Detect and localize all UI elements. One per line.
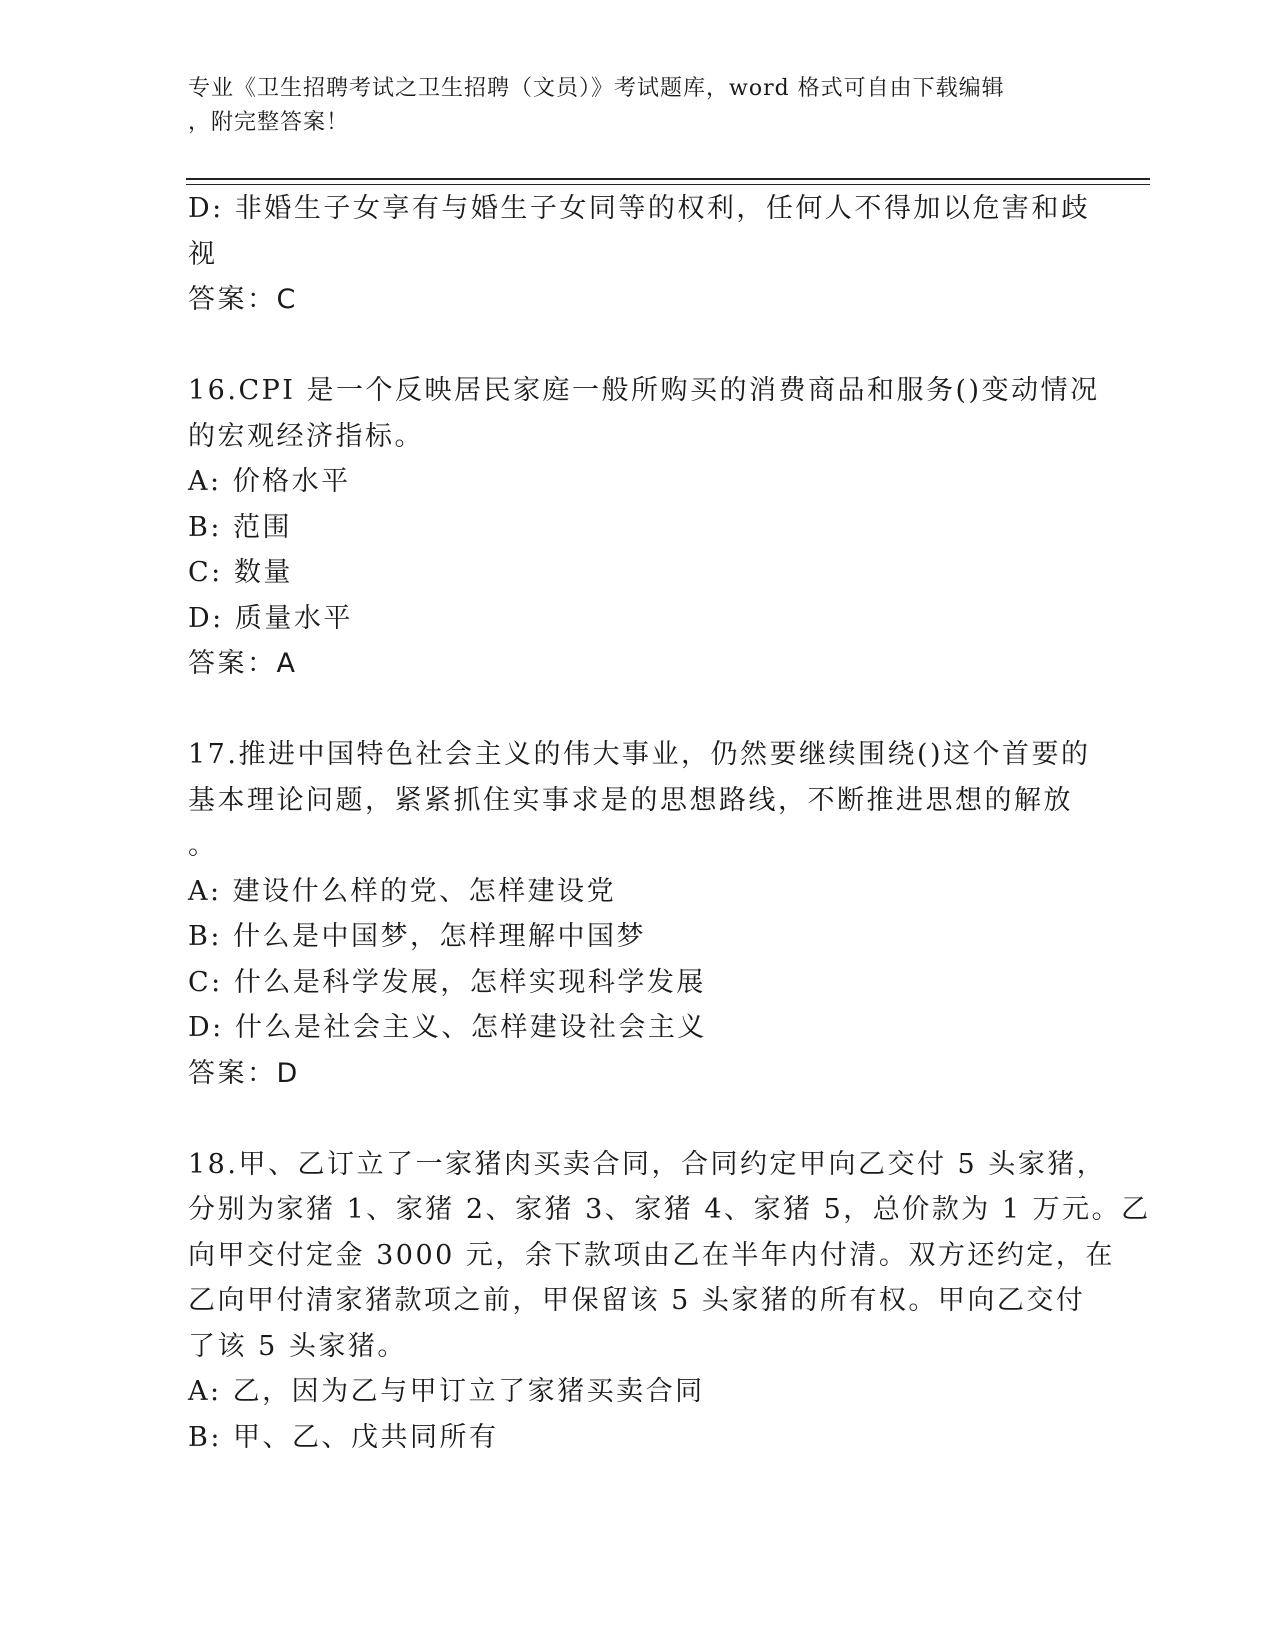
- question-18-stem-line-2: 分别为家猪 1、家猪 2、家猪 3、家猪 4、家猪 5，总价款为 1 万元。乙: [188, 1194, 1151, 1225]
- header-title-line-1: 专业《卫生招聘考试之卫生招聘（文员）》考试题库，word 格式可自由下载编辑: [188, 76, 1005, 101]
- question-17-option-b: B: 什么是中国梦，怎样理解中国梦: [188, 921, 647, 952]
- header-title-line-2: ，附完整答案！: [188, 110, 350, 135]
- question-18-stem-line-1: 18.甲、乙订立了一家猪肉买卖合同，合同约定甲向乙交付 5 头家猪，: [188, 1148, 1107, 1180]
- question-16-option-d: D: 质量水平: [188, 602, 353, 634]
- question-18-option-b: B: 甲、乙、戊共同所有: [188, 1421, 499, 1453]
- answer-17: 答案：D: [188, 1057, 300, 1089]
- question-content: [188, 186, 1151, 1460]
- question-18-stem-line-5: 了该 5 头家猪。: [188, 1330, 407, 1362]
- spacer: [188, 687, 1088, 733]
- option-d-line-2: 视: [188, 238, 218, 270]
- question-17-option-c: C: 什么是科学发展，怎样实现科学发展: [188, 966, 706, 998]
- spacer: [188, 323, 1088, 369]
- option-d-line-1: D: 非婚生子女享有与婚生子女同等的权利，任何人不得加以危害和歧: [188, 193, 1091, 224]
- question-16-stem-line-2: 的宏观经济指标。: [188, 420, 424, 452]
- question-16-option-c: C: 数量: [188, 557, 293, 588]
- header-divider: [186, 178, 1150, 185]
- question-18: [188, 1142, 1151, 1461]
- question-18-stem-line-3: 向甲交付定金 3000 元，余下款项由乙在半年内付清。双方还约定，在: [188, 1239, 1115, 1271]
- answer-15: 答案：C: [188, 284, 298, 315]
- question-15-tail: [188, 186, 1091, 323]
- question-18-option-a: A: 乙，因为乙与甲订立了家猪买卖合同: [188, 1376, 705, 1407]
- page-header: [188, 72, 1088, 140]
- spacer: [188, 1096, 1088, 1142]
- answer-16: 答案：A: [188, 648, 298, 679]
- question-18-stem-line-4: 乙向甲付清家猪款项之前，甲保留该 5 头家猪的所有权。甲向乙交付: [188, 1285, 1086, 1316]
- question-17-option-d: D: 什么是社会主义、怎样建设社会主义: [188, 1012, 707, 1043]
- question-16: [188, 368, 1100, 687]
- question-16-stem-line-1: 16.CPI 是一个反映居民家庭一般所购买的消费商品和服务()变动情况: [188, 375, 1100, 406]
- question-17-option-a: A: 建设什么样的党、怎样建设党: [188, 875, 617, 907]
- question-16-option-a: A: 价格水平: [188, 466, 351, 497]
- question-17-stem-line-3: 。: [188, 830, 218, 861]
- question-17-stem-line-2: 基本理论问题，紧紧抓住实事求是的思想路线，不断推进思想的解放: [188, 784, 1073, 816]
- question-17-stem-line-1: 17.推进中国特色社会主义的伟大事业，仍然要继续围绕()这个首要的: [188, 739, 1091, 770]
- question-16-option-b: B: 范围: [188, 511, 293, 543]
- question-17: [188, 732, 1091, 1096]
